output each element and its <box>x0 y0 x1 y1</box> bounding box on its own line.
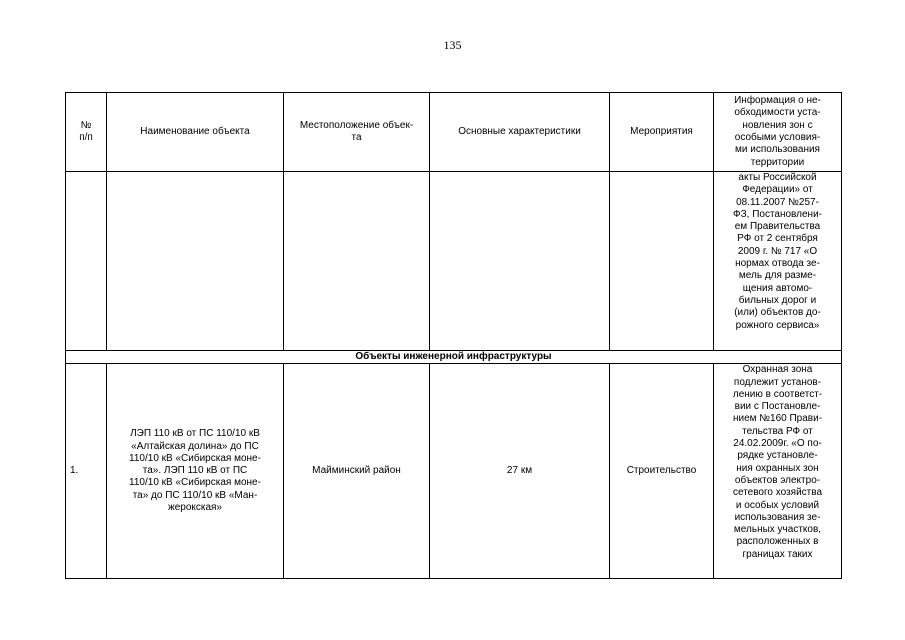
row-measures: Строительство <box>610 364 714 579</box>
table-row <box>66 364 842 579</box>
header-info: Информация о не- обходимости уста- новления зон с особыми условия- ми использования территории <box>714 93 842 172</box>
section-row <box>66 351 842 364</box>
row-name: ЛЭП 110 кВ от ПС 110/10 кВ «Алтайская долина» до ПС 110/10 кВ «Сибирская моне- та». ЛЭП 110 кВ от ПС 110/10 кВ «Сибирская моне- та» до ПС 110/10 кВ «Ман- жерокская» <box>107 364 284 579</box>
table-header-row <box>66 93 842 172</box>
row-num: 1. <box>66 364 107 579</box>
row-info: Охранная зона подлежит установ- лению в соответст- вии с Постановле- нием №160 Прави- тельства РФ от 24.02.2009г. «О по- рядке установле- ния охранных зон объектов электро- сетевого хозяйства и особых условий использования зе- мельных участков, расположенных в границах таких <box>714 364 842 579</box>
cont-name-cell <box>107 172 284 351</box>
header-name: Наименование объекта <box>107 93 284 172</box>
cont-location-cell <box>284 172 430 351</box>
infrastructure-table <box>65 92 842 579</box>
header-measures: Мероприятия <box>610 93 714 172</box>
header-location: Местоположение объек- та <box>284 93 430 172</box>
cont-info-cell: акты Российской Федерации» от 08.11.2007 №257- ФЗ, Постановлени- ем Правительства РФ от 2 сентября 2009 г. № 717 «О нормах отвода зе- мель для разме- щения автомо- бильных дорог и (или) объектов до- рожного сервиса» <box>714 172 842 351</box>
row-characteristics: 27 км <box>430 364 610 579</box>
header-num: № п/п <box>66 93 107 172</box>
row-location: Майминский район <box>284 364 430 579</box>
header-characteristics: Основные характеристики <box>430 93 610 172</box>
cont-num-cell <box>66 172 107 351</box>
section-title: Объекты инженерной инфраструктуры <box>66 351 842 364</box>
cont-measures-cell <box>610 172 714 351</box>
cont-characteristics-cell <box>430 172 610 351</box>
page-number: 135 <box>443 38 462 52</box>
continuation-row <box>66 172 842 351</box>
